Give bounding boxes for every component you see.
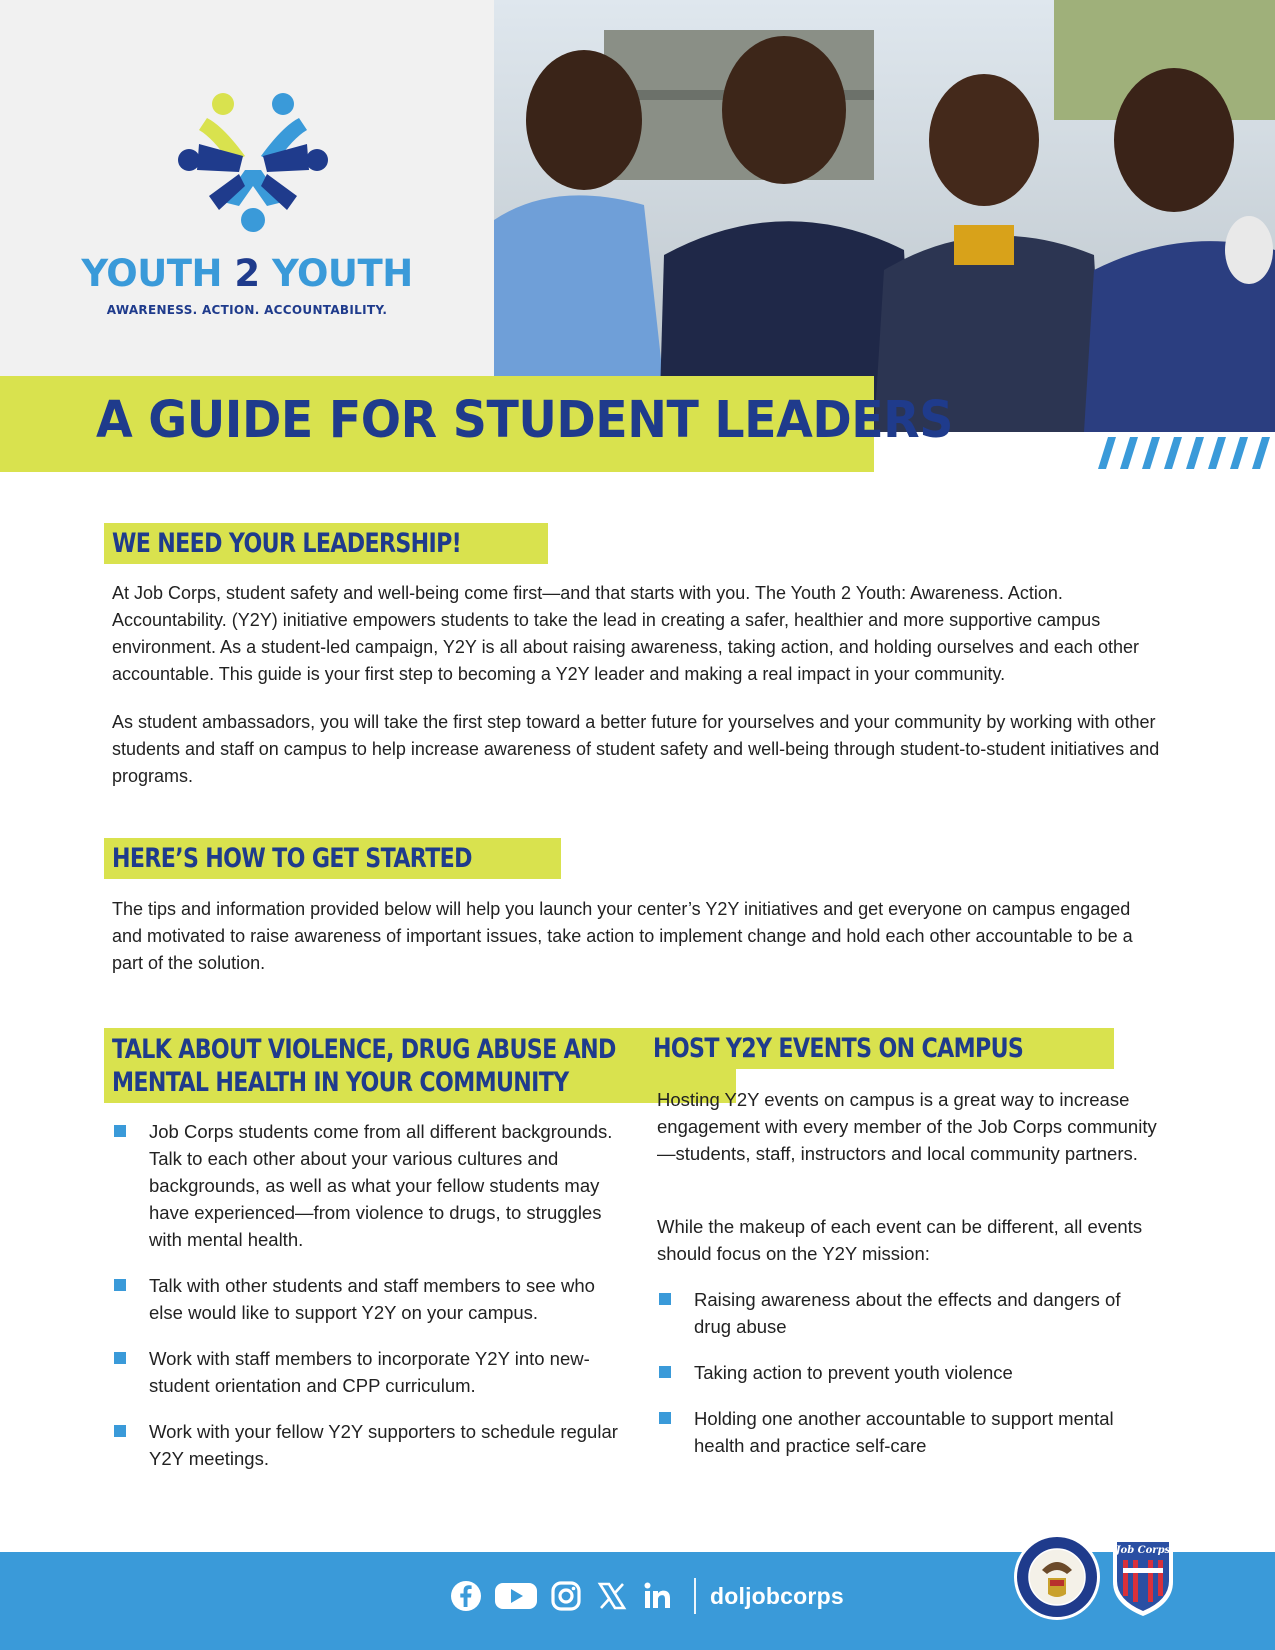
logo-panel: [0, 0, 494, 378]
host-paragraph-1: Hosting Y2Y events on campus is a great way to increase engagement with every member of the Job Corps community—students, staff, instructors and local community partners.: [657, 1089, 1157, 1164]
job-corps-logo-icon: [1108, 1534, 1178, 1618]
leadership-paragraph-1: At Job Corps, student safety and well-being come first—and that starts with you. The Youth 2 Youth: Awareness. Action. Accountability. (Y2Y) initiative empowers students to take the lead in creating a safer, healthier and more supportive campus environment. As a student-led campaign, Y2Y is all about raising awareness, taking action, and holding ourselves and each other accountable. This guide is your first step to becoming a Y2Y leader and making a real impact in your community.: [112, 583, 1139, 684]
list-item: Raising awareness about the effects and dangers of drug abuse: [657, 1286, 1157, 1340]
social-divider: [694, 1578, 696, 1614]
facebook-icon[interactable]: [448, 1578, 484, 1614]
host-paragraph-2: While the makeup of each event can be different, all events should focus on the Y2Y mission:: [657, 1216, 1143, 1264]
decorative-stripes-icon: [1088, 437, 1274, 469]
youth2youth-star-logo-icon: [178, 88, 328, 238]
list-item: Work with your fellow Y2Y supporters to schedule regular Y2Y meetings.: [112, 1418, 627, 1472]
linkedin-icon[interactable]: [640, 1578, 676, 1614]
svg-text:Job Corps: Job Corps: [1115, 1545, 1171, 1556]
bullet-square-icon: [659, 1366, 671, 1378]
get-started-heading: HERE’S HOW TO GET STARTED: [104, 838, 561, 879]
list-item: Job Corps students come from all different backgrounds. Talk to each other about your various cultures and backgrounds, as well as what your fellow students may have experienced—from violence to drugs, to struggles with mental health.: [112, 1118, 627, 1253]
bullet-square-icon: [114, 1125, 126, 1137]
talk-heading: TALK ABOUT VIOLENCE, DRUG ABUSE AND MENTAL HEALTH IN YOUR COMMUNITY: [104, 1028, 736, 1103]
get-started-paragraph: The tips and information provided below will help you launch your center’s Y2Y initiatives and get everyone on campus engaged and motivated to raise awareness of important issues, take action to implement change and hold each other accountable to be a part of the solution.: [112, 899, 1133, 973]
talk-bullet-list: [112, 1118, 627, 1472]
list-item: Talk with other students and staff members to see who else would like to support Y2Y on your campus.: [112, 1272, 627, 1326]
youtube-icon[interactable]: [494, 1578, 538, 1614]
leadership-paragraph-2: As student ambassadors, you will take the first step toward a better future for yourselves and your community by working with other students and staff on campus to help increase awareness of student safety and well-being through student-to-student initiatives and programs.: [112, 712, 1160, 786]
x-icon[interactable]: [594, 1578, 630, 1614]
bullet-square-icon: [114, 1352, 126, 1364]
bullet-square-icon: [659, 1293, 671, 1305]
list-item: Taking action to prevent youth violence: [657, 1359, 1157, 1386]
group-photo-icon: [494, 0, 1275, 432]
logo-tagline: AWARENESS. ACTION. ACCOUNTABILITY.: [106, 303, 388, 317]
header-photo: [494, 0, 1275, 432]
instagram-icon[interactable]: [548, 1578, 584, 1614]
page-title: A GUIDE FOR STUDENT LEADERS: [96, 391, 953, 450]
host-heading: HOST Y2Y EVENTS ON CAMPUS: [645, 1028, 1114, 1069]
leadership-heading: WE NEED YOUR LEADERSHIP!: [104, 523, 548, 564]
department-of-labor-seal-icon: [1012, 1532, 1102, 1622]
bullet-square-icon: [659, 1412, 671, 1424]
bullet-square-icon: [114, 1279, 126, 1291]
social-handle[interactable]: doljobcorps: [710, 1582, 844, 1609]
host-bullet-list: [657, 1286, 1157, 1459]
list-item: Holding one another accountable to support mental health and practice self-care: [657, 1405, 1157, 1459]
list-item: Work with staff members to incorporate Y2Y into new-student orientation and CPP curriculum.: [112, 1345, 627, 1399]
social-links: [448, 1576, 844, 1616]
logo-wordmark: YOUTH 2 YOUTH: [81, 252, 413, 295]
bullet-square-icon: [114, 1425, 126, 1437]
